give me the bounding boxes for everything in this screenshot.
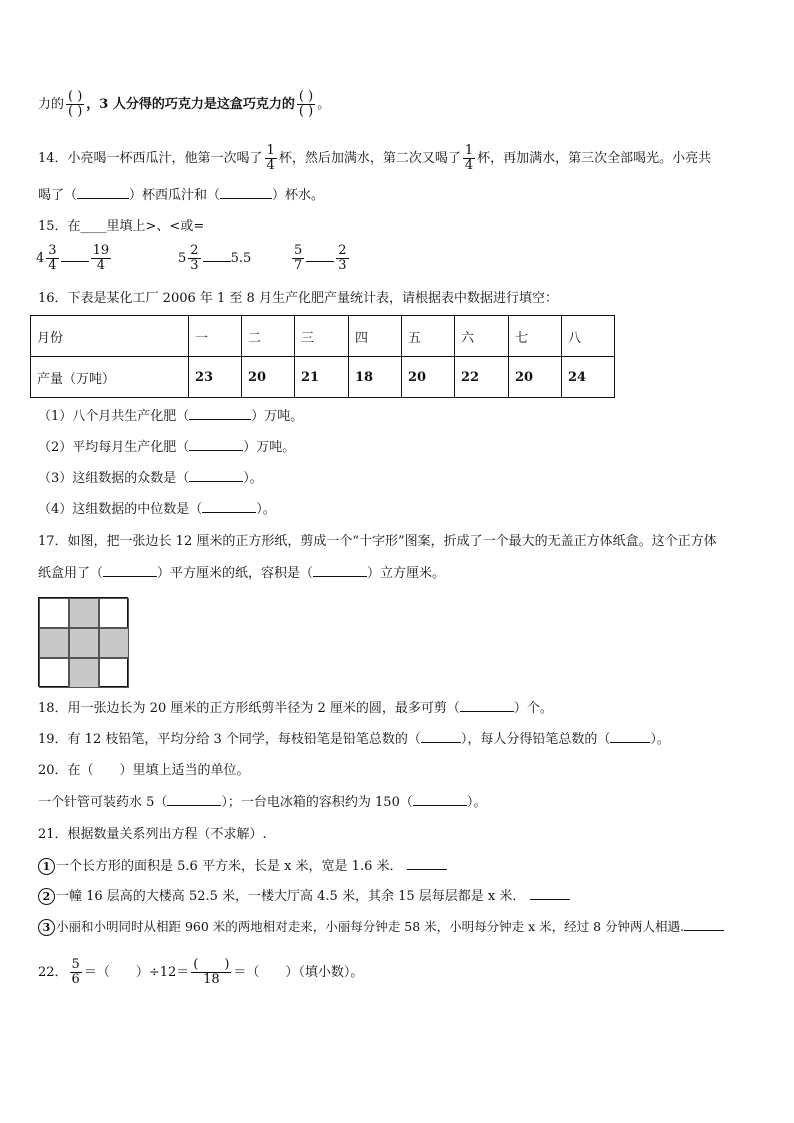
compare-blank[interactable]: [203, 249, 231, 262]
q20-line: 一个针管可装药水 5（ ）；一台电冰箱的容积约为 150（ ）。: [38, 795, 487, 810]
circled-number: 1: [38, 858, 55, 875]
month-cell: 三: [295, 316, 349, 357]
q13-tail: 力的 $\frac{( )}{( )}$ ，3 人分得的巧克力是这盒巧克力的 $\frac{( )}{( )}$ 。: [38, 89, 331, 119]
q17-line2: 纸盒用了（ ）平方厘米的纸，容积是（ ）立方厘米。: [38, 566, 446, 581]
table-row: [31, 316, 615, 357]
q15-title: 15．在____里填上>、<或=: [38, 219, 205, 234]
month-cell: 五: [402, 316, 455, 357]
q16-sub-4: （4）这组数据的中位数是（ ）。: [38, 502, 276, 517]
month-cell: 一: [189, 316, 242, 357]
q16-sub-3: （3）这组数据的众数是（ ）。: [38, 471, 263, 486]
answer-blank[interactable]: [220, 186, 272, 199]
cross-pattern-figure: [38, 597, 128, 687]
answer-blank[interactable]: [77, 186, 129, 199]
value-cell: 24: [562, 357, 615, 398]
value-cell: 20: [242, 357, 295, 398]
answer-blank[interactable]: [189, 438, 243, 451]
value-cell: 23: [189, 357, 242, 398]
answer-blank[interactable]: [167, 793, 221, 806]
q17-line1: 17．如图，把一张边长 12 厘米的正方形纸，剪成一个“十字形”图案，折成了一个最大的无盖正方体纸盒。这个正方体: [38, 534, 717, 549]
fraction: $\frac{1}{4}$: [266, 143, 275, 173]
q21-item-2: 2 一幢 16 层高的大楼高 52.5 米，一楼大厅高 4.5 米，其余 15 层每层都是 x 米．: [38, 887, 570, 906]
answer-blank[interactable]: [189, 407, 251, 420]
fraction[interactable]: $\frac{( )}{( )}$: [68, 89, 83, 119]
month-cell: 八: [562, 316, 615, 357]
circled-number: 3: [38, 919, 55, 936]
answer-blank[interactable]: [413, 793, 467, 806]
answer-blank[interactable]: [530, 887, 570, 900]
answer-blank[interactable]: [460, 699, 514, 712]
answer-blank[interactable]: [407, 857, 447, 870]
q18: 18．用一张边长为 20 厘米的正方形纸剪半径为 2 厘米的圆，最多可剪（ ）个。: [38, 701, 553, 716]
q19: 19．有 12 枝铅笔，平均分给 3 个同学，每枝铅笔是铅笔总数的（ ），每人分得铅笔总数的（ ）。: [38, 732, 670, 747]
q21-title: 21．根据数量关系列出方程（不求解）.: [38, 827, 267, 842]
value-cell: 21: [295, 357, 349, 398]
answer-blank[interactable]: [103, 564, 157, 577]
fraction[interactable]: $\frac{( )}{18}$: [193, 957, 230, 987]
month-cell: 二: [242, 316, 295, 357]
table-row: [31, 357, 615, 398]
q15-expr-1: 4 $\frac{3}{4}$ $\frac{19}{4}$: [36, 243, 110, 273]
q15-expr-3: $\frac{5}{7}$ $\frac{2}{3}$: [294, 243, 347, 273]
production-table: [30, 315, 615, 398]
q16-title: 16．下表是某化工厂 2006 年 1 至 8 月生产化肥产量统计表，请根据表中数据进行填空：: [38, 291, 558, 306]
q16-sub-1: （1）八个月共生产化肥（ ）万吨。: [38, 409, 304, 424]
month-cell: 六: [455, 316, 509, 357]
q21-item-3: 3 小丽和小明同时从相距 960 米的两地相对走来，小丽每分钟走 58 米，小明每分钟走 x 米，经过 8 分钟两人相遇.: [38, 918, 724, 936]
answer-blank[interactable]: [189, 469, 243, 482]
fraction: $\frac{1}{4}$: [464, 143, 474, 173]
q15-expr-2: 5 $\frac{2}{3}$ 5.5: [178, 243, 252, 273]
row-header: 产量（万吨）: [31, 357, 189, 398]
value-cell: 20: [509, 357, 562, 398]
month-cell: 四: [349, 316, 402, 357]
answer-blank[interactable]: [313, 564, 367, 577]
compare-blank[interactable]: [61, 249, 89, 262]
answer-blank[interactable]: [421, 730, 461, 743]
answer-blank[interactable]: [610, 730, 650, 743]
value-cell: 22: [455, 357, 509, 398]
q16-sub-2: （2）平均每月生产化肥（ ）万吨。: [38, 440, 296, 455]
q14-line1: 14．小亮喝一杯西瓜汁，他第一次喝了 $\frac{1}{4}$ 杯，然后加满水，第二次又喝了 $\frac{1}{4}$ 杯，再加满水，第三次全部喝光。小亮共: [38, 143, 712, 173]
value-cell: 20: [402, 357, 455, 398]
answer-blank[interactable]: [202, 500, 256, 513]
answer-blank[interactable]: [684, 918, 724, 931]
month-cell: 七: [509, 316, 562, 357]
row-header: 月份: [31, 316, 189, 357]
value-cell: 18: [349, 357, 402, 398]
q20-title: 20．在（ ）里填上适当的单位。: [38, 763, 250, 778]
q21-item-1: 1 一个长方形的面积是 5.6 平方米，长是 x 米，宽是 1.6 米．: [38, 857, 447, 876]
circled-number: 2: [38, 888, 55, 905]
compare-blank[interactable]: [306, 249, 334, 262]
fraction[interactable]: $\frac{( )}{( )}$: [298, 89, 314, 119]
q22: 22． $\frac{5}{6}$ ＝（ ）÷12＝ $\frac{( )}{18}$ ＝（ ）（填小数）。: [38, 957, 364, 987]
q14-line2: 喝了（ ）杯西瓜汁和（ ）杯水。: [38, 188, 325, 203]
